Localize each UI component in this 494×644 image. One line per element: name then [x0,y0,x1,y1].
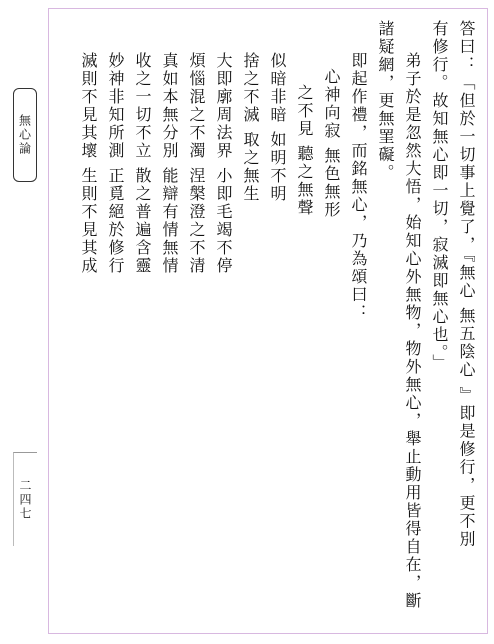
verse-line: 之不見 聽之無聲 [295,84,314,218]
verse-line: 似暗非暗 如明不明 [268,52,287,204]
text-line: 有修行。故知無心即一切，寂滅即無心也。」 [430,20,449,372]
text-line: 諸疑網，更無罣礙。 [376,20,395,182]
vertical-text-body [52,20,480,628]
page-number-box [13,452,37,546]
verse-line: 滅則不見其壞 生則不見其成 [79,52,98,276]
chapter-title: 無心論 [17,114,32,156]
text-line: 即起作禮，而銘無心，乃為頌曰： [349,52,368,322]
verse-line: 妙神非知所測 正覓絕於修行 [106,52,125,276]
text-line: 答曰：「但於一切事上覺了，『無心 無五陰心 』即是修行，更不別 [457,20,476,549]
verse-line: 捨之不滅 取之無生 [241,52,260,204]
text-line: 弟子於是忽然大悟，始知心外無物，物外無心，舉止動用皆得自在，斷 [403,52,422,610]
verse-line: 煩惱混之不濁 涅槃澄之不清 [187,52,206,276]
verse-line: 大即廓周法界 小即毛竭不停 [214,52,233,276]
verse-line: 真如本無分別 能辯有情無情 [160,52,179,276]
verse-line: 收之一切不立 散之普遍含靈 [133,52,152,276]
chapter-tab[interactable] [13,88,37,182]
page-number: 二四七 [18,478,32,521]
verse-line: 心神向寂 無色無形 [322,68,341,220]
